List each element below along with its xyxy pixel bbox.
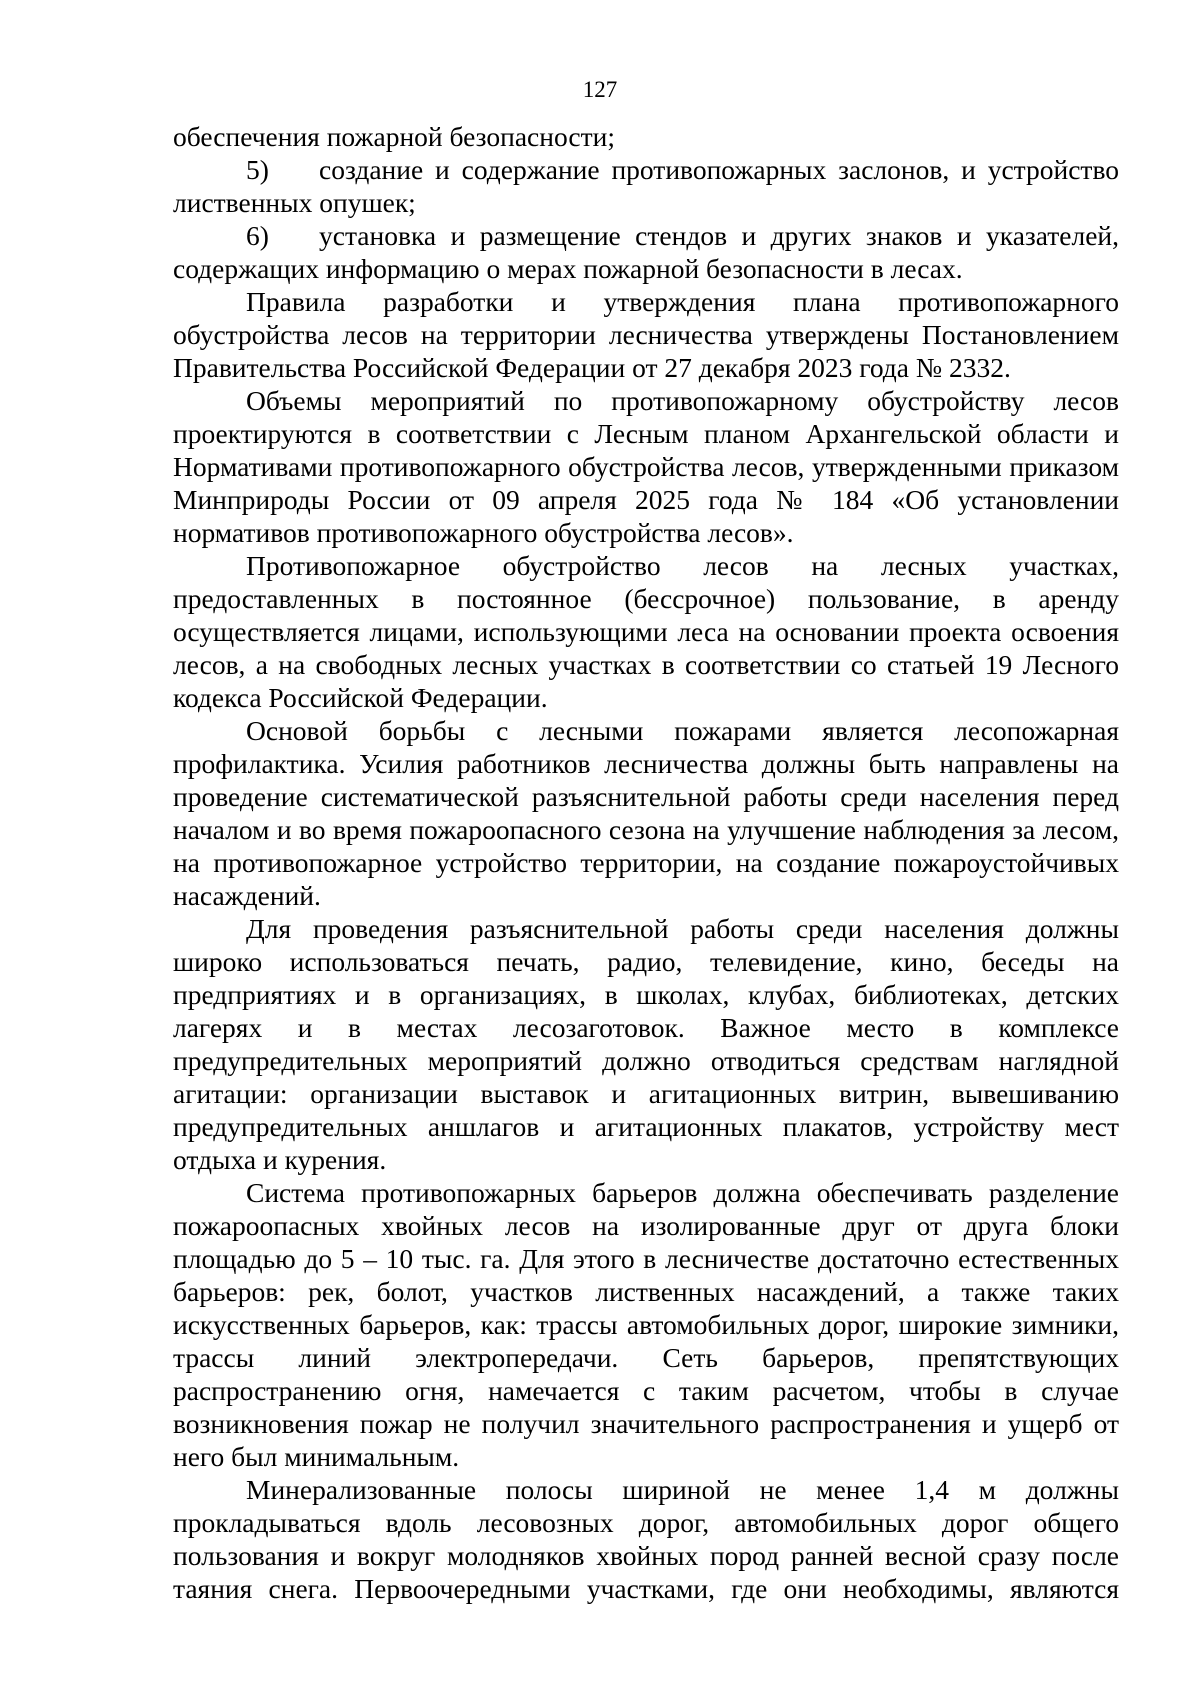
list-number: 5): [246, 154, 269, 185]
paragraph-prevention: Основой борьбы с лесными пожарами является лесопожарная профилактика. Усилия работников лесничества должны быть направлены на проведение систематической разъяснительной работы среди населения перед началом и во время пожароопасного сезона на улучшение наблюдения за лесом, на противопожарное устройство территории, на создание пожароустойчивых насаждений.: [173, 715, 1119, 911]
paragraph-mineral-strips: Минерализованные полосы шириной не менее 1,4 м должны прокладываться вдоль лесовозных дорог, автомобильных дорог общего пользования и вокруг молодняков хвойных пород ранней весной сразу после таяния снега. Первоочередными участками, где они необходимы, являются: [173, 1474, 1119, 1604]
paragraph-outreach: Для проведения разъяснительной работы среди населения должны широко использоваться печать, радио, телевидение, кино, беседы на предприятиях и в организациях, в школах, клубах, библиотеках, детских лагерях и в местах лесозаготовок. Важное место в комплексе предупредительных мероприятий должно отводиться средствам наглядной агитации: организации выставок и агитационных витрин, вывешиванию предупредительных аншлагов и агитационных плакатов, устройству мест отдыха и курения.: [173, 913, 1119, 1175]
list-item-5: [173, 153, 1119, 219]
paragraph-barriers: Система противопожарных барьеров должна обеспечивать разделение пожароопасных хвойных лесов на изолированные друг от друга блоки площадью до 5 – 10 тыс. га. Для этого в лесничестве достаточно естественных барьеров: рек, болот, участков лиственных насаждений, а также таких искусственных барьеров, как: трассы автомобильных дорог, широкие зимники, трассы линий электропередачи. Сеть барьеров, препятствующих распространению огня, намечается с таким расчетом, чтобы в случае возникновения пожар не получил значительного распространения и ущерб от него был минимальным.: [173, 1177, 1119, 1472]
list-item-text: создание и содержание противопожарных заслонов, и устройство лиственных опушек;: [173, 154, 1119, 218]
list-item-text: установка и размещение стендов и других знаков и указателей, содержащих информацию о мерах пожарной безопасности в лесах.: [173, 220, 1119, 284]
list-number: 6): [246, 220, 269, 251]
paragraph-volumes: Объемы мероприятий по противопожарному обустройству лесов проектируются в соответствии с Лесным планом Архангельской области и Нормативами противопожарного обустройства лесов, утвержденными приказом Минприроды России от 09 апреля 2025 года № 184 «Об установлении нормативов противопожарного обустройства лесов».: [173, 385, 1119, 548]
document-body: [173, 120, 1119, 1605]
paragraph-continuation: обеспечения пожарной безопасности;: [173, 121, 615, 152]
paragraph-rules: Правила разработки и утверждения плана противопожарного обустройства лесов на территории лесничества утверждены Постановлением Правительства Российской Федерации от 27 декабря 2023 года № 2332.: [173, 286, 1119, 383]
paragraph-fire-arrangement: Противопожарное обустройство лесов на лесных участках, предоставленных в постоянное (бессрочное) пользование, в аренду осуществляется лицами, использующими леса на основании проекта освоения лесов, а на свободных лесных участках в соответствии со статьей 19 Лесного кодекса Российской Федерации.: [173, 550, 1119, 713]
list-item-6: [173, 219, 1119, 285]
page-number: 127: [582, 77, 618, 102]
